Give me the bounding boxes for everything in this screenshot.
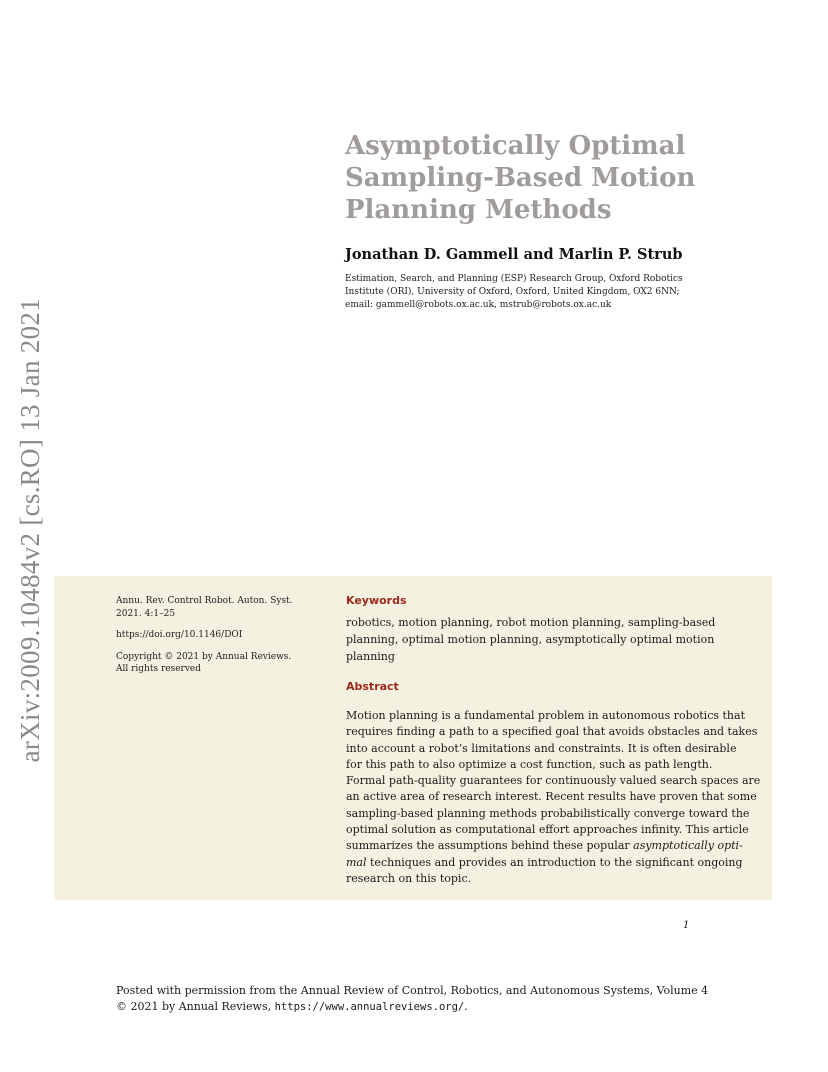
keywords-line: planning [346,650,395,663]
doi-link[interactable]: https://doi.org/10.1146/DOI [116,630,243,640]
abstract-text-run: summarizes the assumptions behind these popular [346,839,634,853]
paper-title [345,130,785,226]
affiliation [345,273,725,312]
abstract-line: Motion planning is a fundamental problem in autonomous robotics that [346,709,745,722]
title-line: Planning Methods [345,195,612,225]
footer-text: © 2021 by Annual Reviews, [116,1000,275,1013]
affiliation-line: Institute (ORI), University of Oxford, Oxford, United Kingdom, OX2 6NN; [345,287,680,297]
abstract-line [346,838,743,854]
abstract-heading: Abstract [346,680,399,693]
abstract-emphasis: asymptotically opti- [633,839,743,853]
copyright-line: All rights reserved [116,664,201,674]
footer-line: Posted with permission from the Annual Review of Control, Robotics, and Autonomous Systems, Volume 4 [116,984,709,997]
abstract-line: into account a robot’s limitations and constraints. It is often desirable [346,741,737,755]
abstract-text [346,708,761,887]
abstract-text-run: techniques and provides an introduction to the significant ongoing [366,855,743,869]
abstract-emphasis: mal [346,855,367,869]
permission-footer [116,983,756,1015]
keywords-list [346,614,738,665]
title-line: Asymptotically Optimal [345,131,686,161]
abstract-line [346,855,743,871]
abstract-line: optimal solution as computational effort approaches infinity. This article [346,823,749,837]
authors: Jonathan D. Gammell and Marlin P. Strub [345,246,683,263]
copyright [116,651,321,676]
journal-line: 2021. 4:1–25 [116,608,176,619]
affiliation-line: Estimation, Search, and Planning (ESP) Research Group, Oxford Robotics [345,274,683,284]
title-line: Sampling-Based Motion [345,163,696,193]
footer-line [116,999,756,1015]
affiliation-line: email: gammell@robots.ox.ac.uk, mstrub@robots.ox.ac.uk [345,300,612,310]
copyright-line: Copyright © 2021 by Annual Reviews. [116,651,292,662]
abstract-line: research on this topic. [346,871,472,885]
abstract-line: requires finding a path to a specified goal that avoids obstacles and takes [346,725,758,739]
publication-meta [116,595,321,685]
journal-citation [116,595,321,620]
abstract-line: Formal path-quality guarantees for continuously valued search spaces are [346,774,761,788]
abstract-line: for this path to also optimize a cost function, such as path length. [346,757,713,771]
keywords-line: robotics, motion planning, robot motion planning, sampling-based [346,616,716,629]
arxiv-id: arXiv:2009.10484v2 [cs.RO] 13 Jan 2021 [14,297,45,763]
arxiv-stamp [4,297,56,763]
abstract-line: sampling-based planning methods probabilistically converge toward the [346,806,750,820]
page-number: 1 [683,920,690,931]
journal-line: Annu. Rev. Control Robot. Auton. Syst. [116,596,293,606]
keywords-heading: Keywords [346,594,407,607]
abstract-line: an active area of research interest. Recent results have proven that some [346,790,757,804]
annual-reviews-link[interactable]: https://www.annualreviews.org/ [274,1001,465,1013]
keywords-line: planning, optimal motion planning, asymptotically optimal motion [346,633,715,646]
footer-text: . [464,1000,468,1013]
